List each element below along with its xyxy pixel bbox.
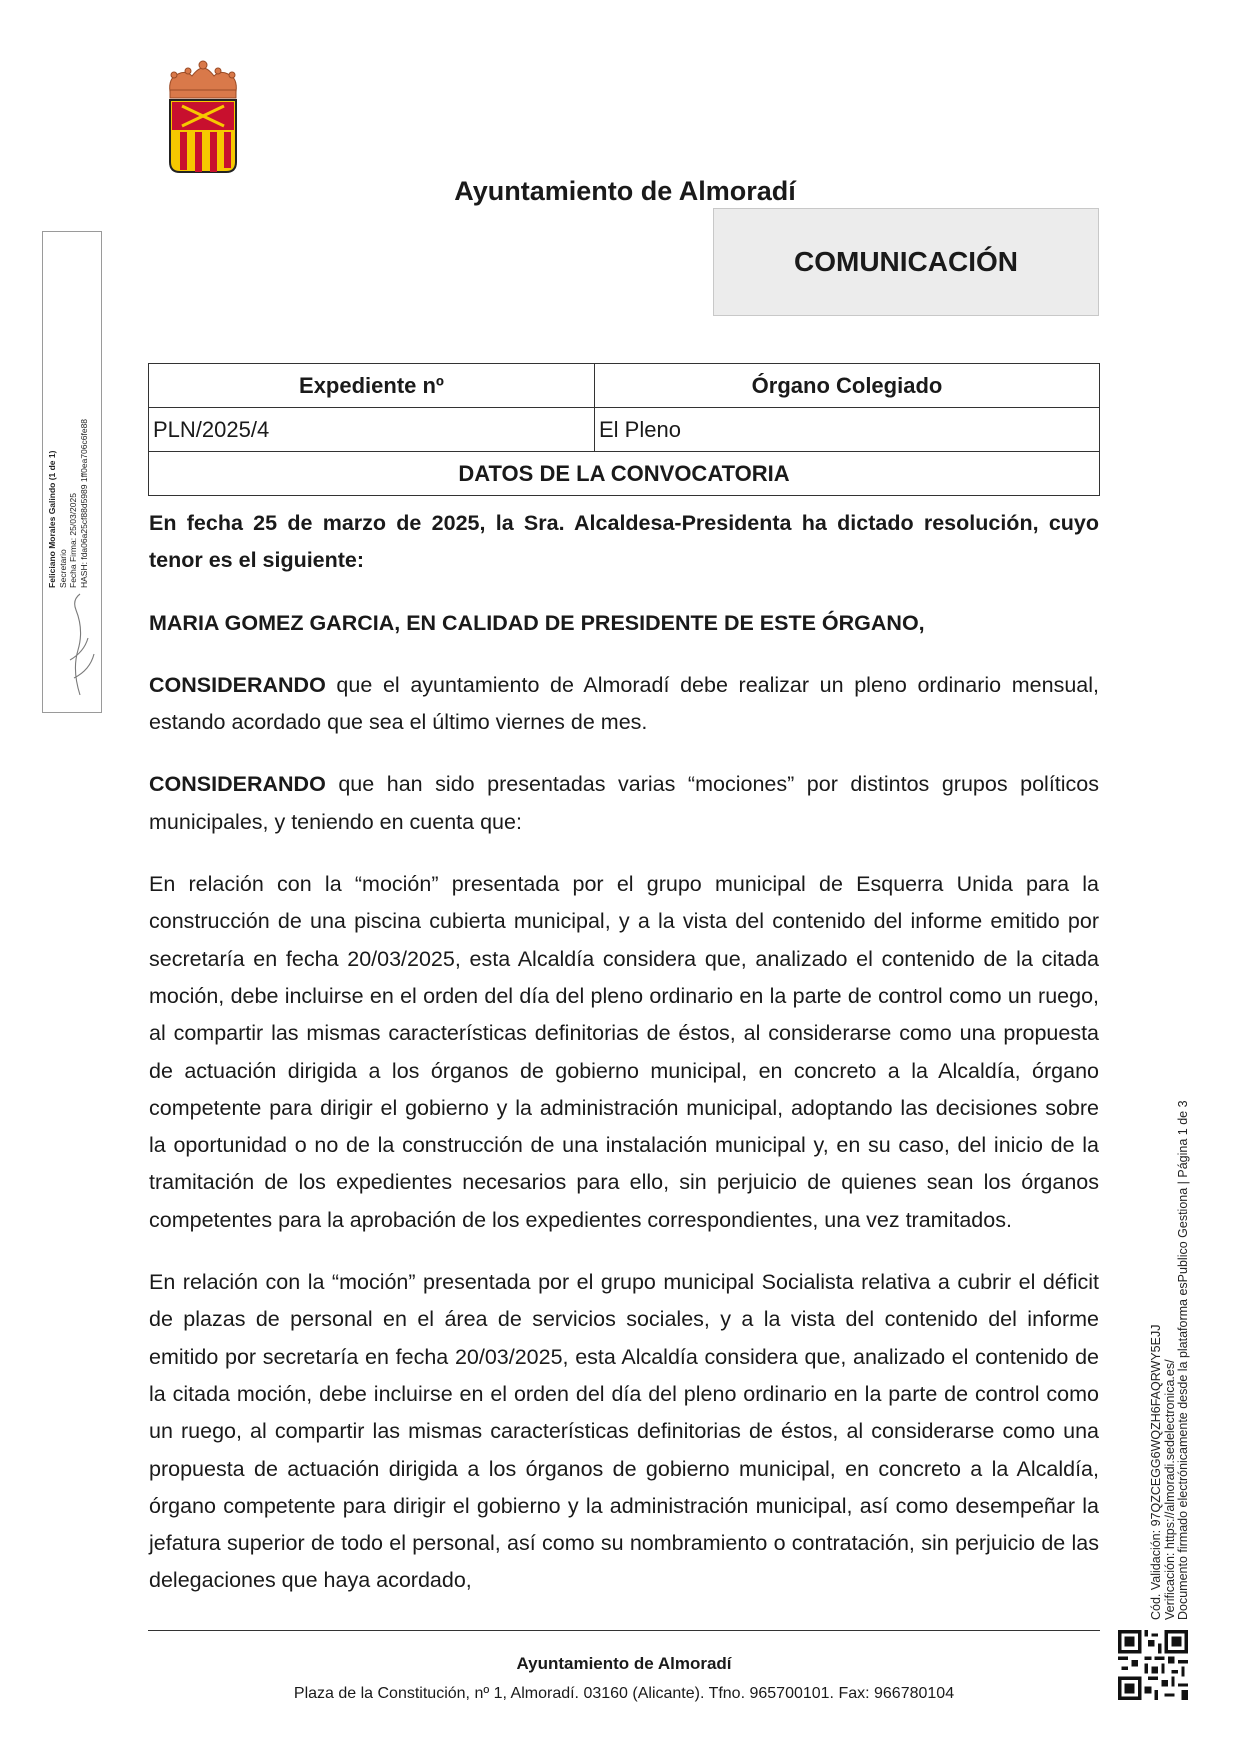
document-type-label: COMUNICACIÓN bbox=[794, 246, 1018, 277]
document-type-box bbox=[713, 208, 1099, 316]
file-number-header: Expediente nº bbox=[149, 364, 595, 408]
motion-paragraph-2: En relación con la “moción” presentada por el grupo municipal Socialista relativa a cubrir el déficit de plazas de personal en el área de servicios sociales, y a la vista del contenido del informe emitido por secretaría en fecha 20/03/2025, esta Alcaldía considera que, analizado el contenido de la citada moción, debe incluirse en el orden del día del pleno ordinario en la parte de control como un ruego, al compartir las mismas características definitorias de éstos, al considerarse como una propuesta de actuación dirigida a los órganos de gobierno municipal, en concreto a la Alcaldía, órgano competente para dirigir el gobierno y la administración municipal, así como desempeñar la jefatura superior de todo el personal, así como su nombramiento o contratación, sin perjuicio de las delegaciones que haya acordado, bbox=[149, 1270, 1099, 1593]
organization-title: Ayuntamiento de Almoradí bbox=[454, 176, 796, 206]
president-line: MARIA GOMEZ GARCIA, EN CALIDAD DE PRESIDENTE DE ESTE ÓRGANO, bbox=[149, 610, 925, 635]
qr-code-icon bbox=[1118, 1630, 1188, 1700]
intro-paragraph: En fecha 25 de marzo de 2025, la Sra. Alcaldesa-Presidenta ha dictado resolución, cuyo tenor es el siguiente: bbox=[149, 511, 1099, 573]
file-info-table bbox=[148, 363, 1100, 496]
signer-name: Feliciano Morales Galindo (1 de 1) bbox=[47, 450, 57, 588]
validation-code: Cód. Validación: 97QZCEGG6WQZH6FAQRWY5EJJ bbox=[1149, 1324, 1163, 1620]
considering-lead: CONSIDERANDO bbox=[149, 672, 326, 697]
considering-paragraph-2 bbox=[149, 766, 1099, 841]
sign-date: Fecha Firma: 25/03/2025 bbox=[68, 493, 78, 588]
handwritten-signature bbox=[50, 590, 100, 700]
validation-text bbox=[1150, 1100, 1191, 1620]
signer-role: Secretario bbox=[57, 549, 68, 588]
considering-text: que han sido presentadas varias “mociones” por distintos grupos políticos municipales, y teniendo en cuenta que: bbox=[149, 772, 1099, 834]
considering-text: que el ayuntamiento de Almoradí debe realizar un pleno ordinario mensual, estando acordado que sea el último viernes de mes. bbox=[149, 672, 1099, 735]
footer-address: Plaza de la Constitución, nº 1, Almoradí. 03160 (Alicante). Tfno. 965700101. Fax: 966780104 bbox=[293, 1685, 955, 1702]
sign-hash: HASH: fda06a25cf88d5989 1ff0ea706c6fe88 bbox=[78, 418, 89, 588]
considering-lead: CONSIDERANDO bbox=[149, 772, 326, 797]
signature-text bbox=[47, 358, 89, 588]
footer-organization: Ayuntamiento de Almoradí bbox=[516, 1654, 732, 1673]
file-number-value: PLN/2025/4 bbox=[149, 408, 595, 452]
signed-note: Documento firmado electrónicamente desde la plataforma esPublico Gestiona | Página 1 de 3 bbox=[1176, 1100, 1190, 1620]
coat-of-arms-logo bbox=[164, 60, 242, 174]
section-header: DATOS DE LA CONVOCATORIA bbox=[149, 452, 1100, 496]
document-body bbox=[149, 505, 1099, 1625]
body-value: El Pleno bbox=[595, 408, 1100, 452]
body-header: Órgano Colegiado bbox=[595, 364, 1100, 408]
footer-divider bbox=[148, 1630, 1100, 1631]
motion-paragraph-1: En relación con la “moción” presentada por el grupo municipal de Esquerra Unida para la construcción de una piscina cubierta municipal, y a la vista del contenido del informe emitido por secretaría en fecha 20/03/2025, esta Alcaldía considera que, analizado el contenido de la citada moción, debe incluirse en el orden del día del pleno ordinario en la parte de control como un ruego, al compartir las mismas características definitorias de éstos, al considerarse como una propuesta de actuación dirigida a los órganos de gobierno municipal, en concreto a la Alcaldía, órgano competente para dirigir el gobierno y la administración municipal, adoptando las decisiones sobre la oportunidad o no de la construcción de una instalación municipal y, en su caso, del inicio de la tramitación de los expedientes necesarios para ello, sin perjuicio de quienes sean los órganos competentes para la aprobación de los expedientes correspondientes, una vez tramitados. bbox=[149, 872, 1099, 1232]
considering-paragraph-1 bbox=[149, 667, 1099, 742]
verification-url: Verificación: https://almoradi.sedelectronica.es/ bbox=[1162, 1359, 1177, 1620]
